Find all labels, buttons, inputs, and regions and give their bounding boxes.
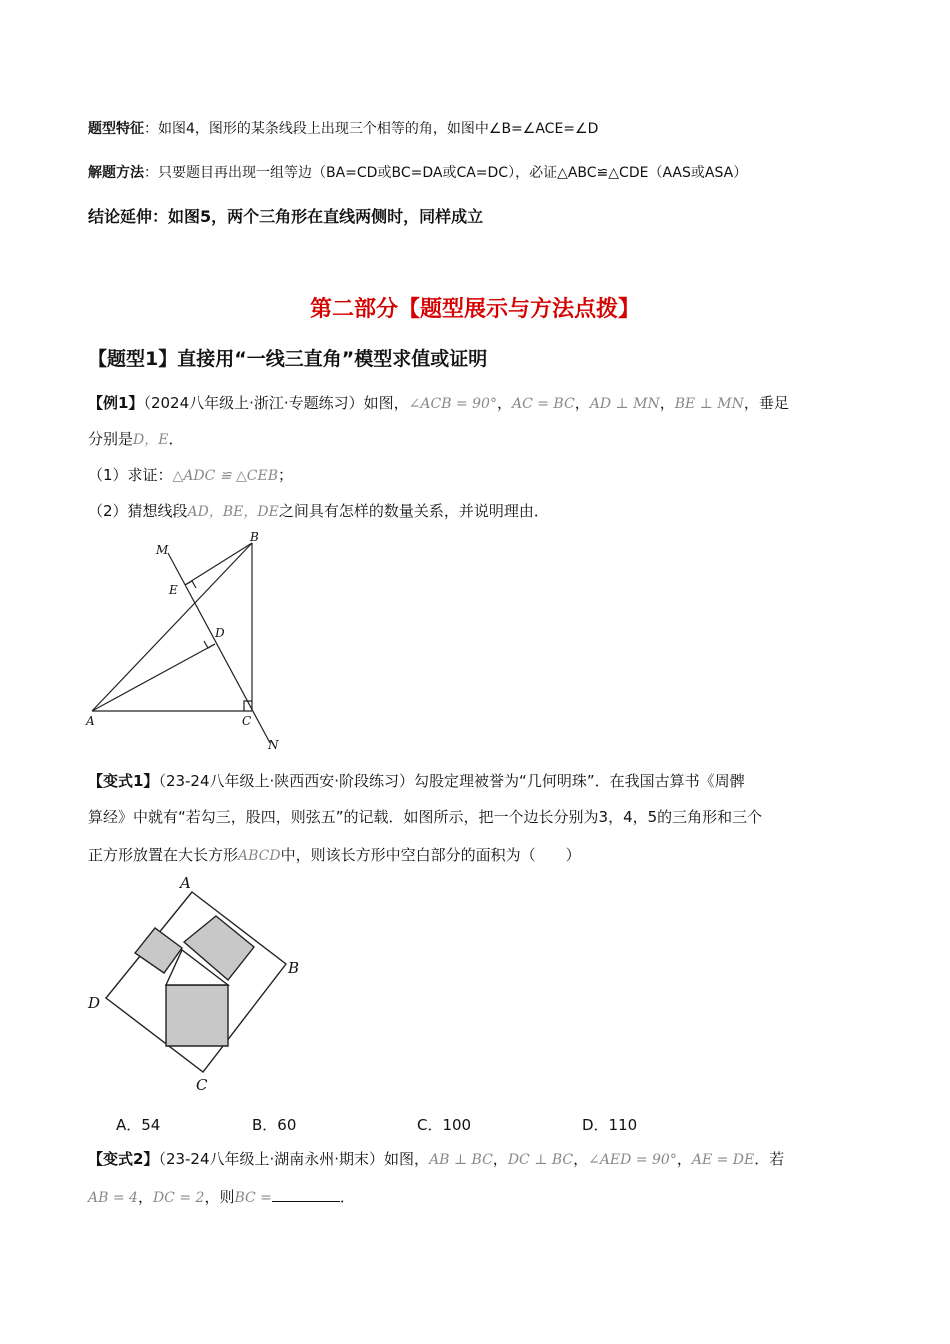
text: 之间具有怎样的数量关系，并说明理由．	[278, 502, 549, 520]
example1-line2	[88, 428, 183, 451]
text: ；	[277, 466, 293, 484]
example1-figure	[80, 525, 300, 755]
extension-line: 结论延伸：如图5，两个三角形在直线两侧时，同样成立	[88, 207, 484, 226]
segment-ad	[92, 644, 215, 711]
option-d[interactable]: D．110	[582, 1116, 638, 1134]
example1-feet: D，E	[133, 432, 169, 448]
v2-math3: ∠AED = 90°	[588, 1152, 677, 1168]
label-b: B	[288, 959, 300, 977]
example1-math1: ∠ACB = 90°	[408, 396, 497, 412]
text: （1）求证：	[88, 466, 173, 484]
text: ．	[168, 430, 184, 448]
label-n: N	[268, 738, 279, 752]
example1-line1	[88, 392, 789, 415]
method-line	[88, 162, 747, 184]
v2-math5: AB = 4	[88, 1190, 138, 1206]
text: （23-24八年级上·湖南永州·期末）如图，	[158, 1150, 430, 1168]
label-m: M	[156, 543, 169, 557]
sep: ，	[574, 394, 590, 412]
text: 中，则该长方形中空白部分的面积为（ ）	[280, 846, 581, 864]
example1-q2	[88, 500, 549, 523]
segment-ab	[92, 543, 252, 711]
v2-math7: BC =	[234, 1190, 272, 1206]
label-b: B	[250, 530, 259, 544]
label-c: C	[196, 1076, 208, 1094]
label-a: A	[86, 714, 95, 728]
q2-math: AD，BE，DE	[187, 504, 279, 520]
text: （2）猜想线段	[88, 502, 188, 520]
feature-text: ：如图4，图形的某条线段上出现三个相等的角，如图中∠B=∠ACE=∠D	[144, 121, 599, 137]
label-d: D	[88, 994, 101, 1012]
v2-math2: DC ⊥ BC	[507, 1152, 574, 1168]
example1-math3: AD ⊥ MN	[589, 396, 660, 412]
example1-label: 【例1】	[88, 394, 144, 412]
example1-source: （2024八年级上·浙江·专题练习）如图，	[143, 394, 409, 412]
rect-name: ABCD	[238, 848, 281, 864]
v2-math4: AE = DE	[691, 1152, 755, 1168]
example1-math2: AC = BC	[511, 396, 575, 412]
label-e: E	[169, 583, 178, 597]
variant2-line2	[88, 1186, 355, 1209]
sep: ，	[137, 1188, 153, 1206]
method-text: ：只要题目再出现一组等边（BA=CD或BC=DA或CA=DC），必证△ABC≌△CDE（AAS或ASA）	[144, 165, 748, 181]
example1-tail: ，垂足	[743, 394, 789, 412]
variant1-figure	[82, 872, 312, 1102]
type1-title: 【题型1】直接用“一线三直角”模型求值或证明	[88, 348, 488, 370]
sep: ，	[573, 1150, 589, 1168]
text: 正方形放置在大长方形	[88, 846, 239, 864]
sep: ，	[492, 1150, 508, 1168]
example1-q1	[88, 464, 293, 487]
variant1-line2: 算经》中就有“若勾三，股四，则弦五”的记载．如图所示，把一个边长分别为3，4，5的三角形和三个	[88, 808, 763, 826]
v2-math1: AB ⊥ BC	[429, 1152, 493, 1168]
label-a: A	[180, 874, 191, 892]
label-d: D	[215, 626, 225, 640]
variant1-line1	[88, 770, 745, 792]
sep: ，	[496, 394, 512, 412]
text: 分别是	[88, 430, 134, 448]
q1-math: △ADC ≌ △CEB	[172, 468, 278, 484]
sep: ，	[659, 394, 675, 412]
feature-line	[88, 118, 598, 140]
sep: ，	[676, 1150, 692, 1168]
text: ．若	[754, 1150, 785, 1168]
square-large	[166, 985, 228, 1046]
option-a[interactable]: A．54	[116, 1116, 161, 1134]
option-b[interactable]: B．60	[252, 1116, 297, 1134]
option-c[interactable]: C．100	[417, 1116, 472, 1134]
variant2-line1	[88, 1148, 784, 1171]
answer-blank[interactable]	[272, 1187, 340, 1202]
section-title: 第二部分【题型展示与方法点拨】	[309, 297, 640, 322]
variant1-line3	[88, 844, 581, 867]
variant1-label: 【变式1】	[88, 772, 159, 790]
text: ．	[339, 1188, 355, 1206]
v2-math6: DC = 2	[152, 1190, 205, 1206]
feature-label: 题型特征	[88, 121, 144, 137]
sep: ，则	[204, 1188, 235, 1206]
method-label: 解题方法	[88, 165, 144, 181]
example1-math4: BE ⊥ MN	[674, 396, 744, 412]
label-c: C	[242, 714, 252, 728]
line-mn	[168, 553, 270, 743]
variant1-text1: （23-24八年级上·陕西西安·阶段练习）勾股定理被誉为“几何明珠”．在我国古算书《周髀	[158, 772, 745, 790]
right-angle-d	[204, 641, 215, 648]
variant2-label: 【变式2】	[88, 1150, 159, 1168]
